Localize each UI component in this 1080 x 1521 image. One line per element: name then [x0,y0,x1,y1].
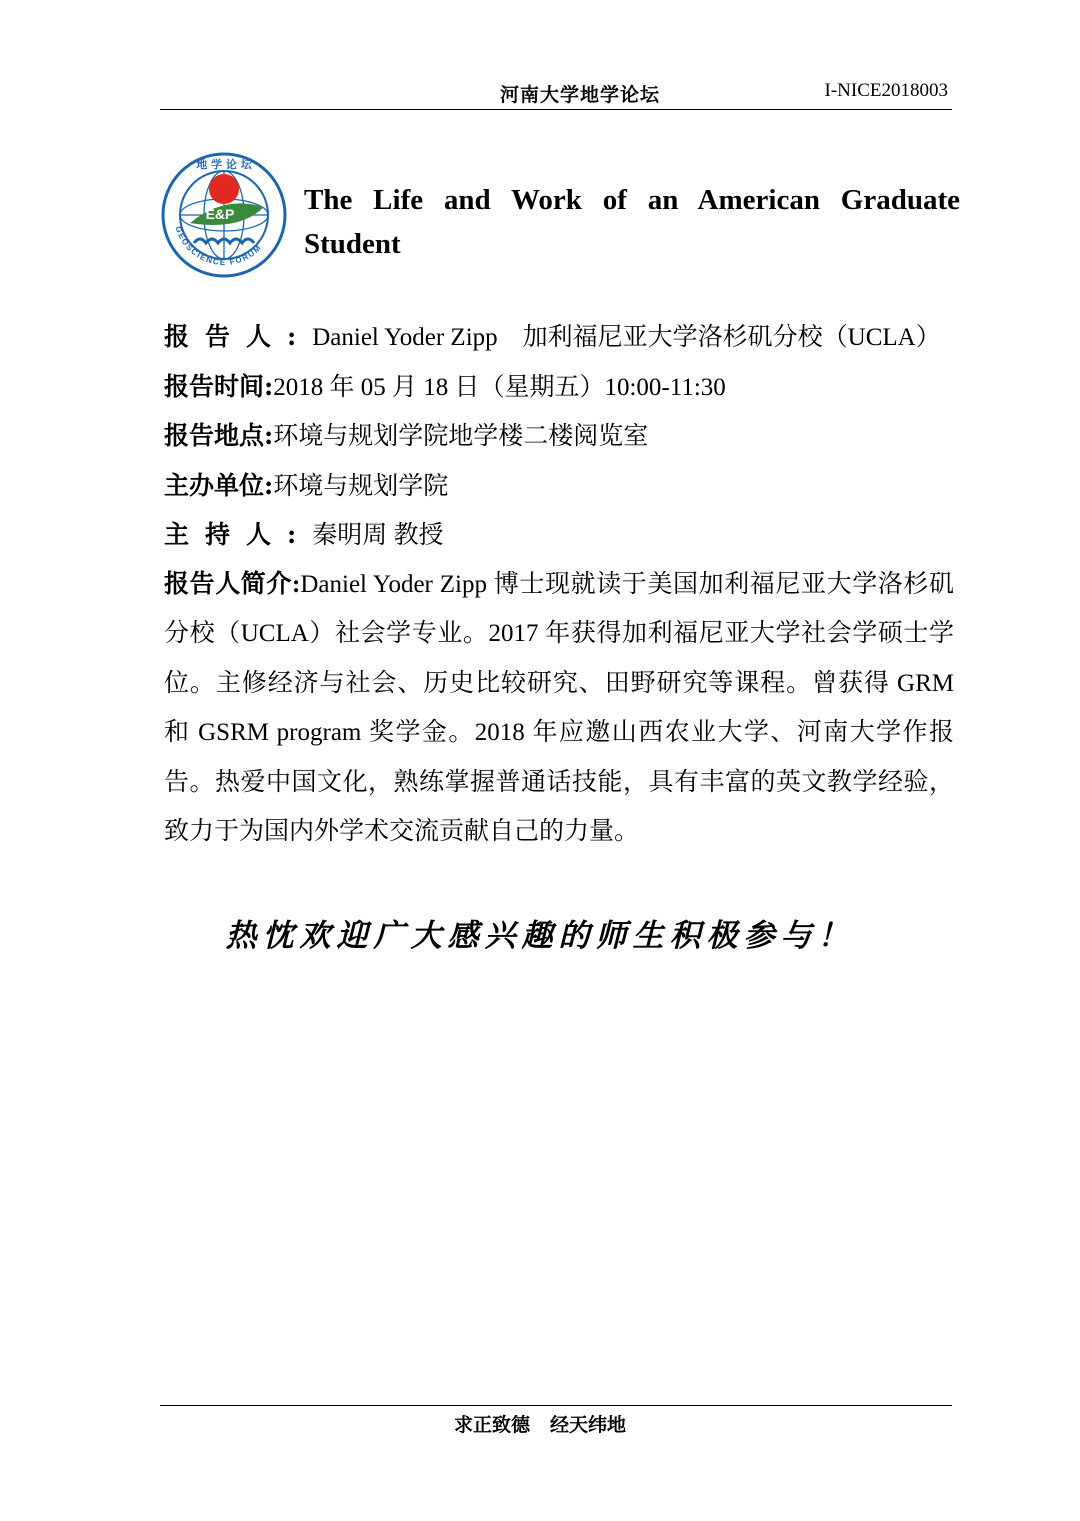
header-doc-code: I-NICE2018003 [824,80,948,101]
lecture-title: The Life and Work of an American Graduate Student [304,184,960,260]
speaker-value: Daniel Yoder Zipp 加利福尼亚大学洛杉矶分校（UCLA） [312,324,941,351]
host-org-value: 环境与规划学院 [273,472,449,500]
geoscience-forum-logo [160,151,288,279]
speaker-row [164,312,954,362]
speaker-label: 报告人: [164,322,313,351]
time-row [164,362,954,412]
bio-text: Daniel Yoder Zipp 博士现就读于美国加利福尼亚大学洛杉矶分校（UCLA）社会学专业。2017 年获得加利福尼亚大学社会学硕士学位。主修经济与社会、历史比较研究、田野研究等课程。曾获得 GRM 和 GSRM program 奖学金。2018 年应邀山西农业大学、河南大学作报告。热爱中国文化，熟练掌握普通话技能，具有丰富的英文教学经验，致力于为国内外学术交流贡献自己的力量。 [164,570,955,845]
time-value: 2018 年 05 月 18 日（星期五）10:00-11:30 [273,373,726,401]
logo-ring-text: GEOSCIENCE FORUM [173,225,264,268]
host-org-label: 主办单位: [164,470,274,500]
header-divider [160,109,952,110]
logo-top-text: 地 学 论 坛 [196,158,252,171]
footer-divider [160,1405,952,1406]
logo-badge-text: E&P [205,206,235,222]
motto-left: 求正致德 [453,1414,530,1436]
time-label: 报告时间: [164,371,274,401]
place-label: 报告地点: [164,421,274,450]
host-org-row [164,461,954,511]
welcome-message: 热忱欢迎广大感兴趣的师生积极参与！ [225,918,855,954]
sun-icon [209,174,239,204]
bio-label: 报告人简介: [164,570,301,598]
header-forum-name: 河南大学地学论坛 [500,84,661,106]
place-row [164,411,954,461]
host-label: 主持人: [164,520,313,549]
lecture-info [164,312,954,857]
host-row [164,510,954,560]
place-value: 环境与规划学院地学楼二楼阅览室 [273,423,649,450]
host-value: 秦明周 教授 [312,522,444,549]
bio-paragraph [164,560,954,857]
footer-motto [0,1410,1080,1437]
motto-right: 经天纬地 [550,1414,627,1436]
